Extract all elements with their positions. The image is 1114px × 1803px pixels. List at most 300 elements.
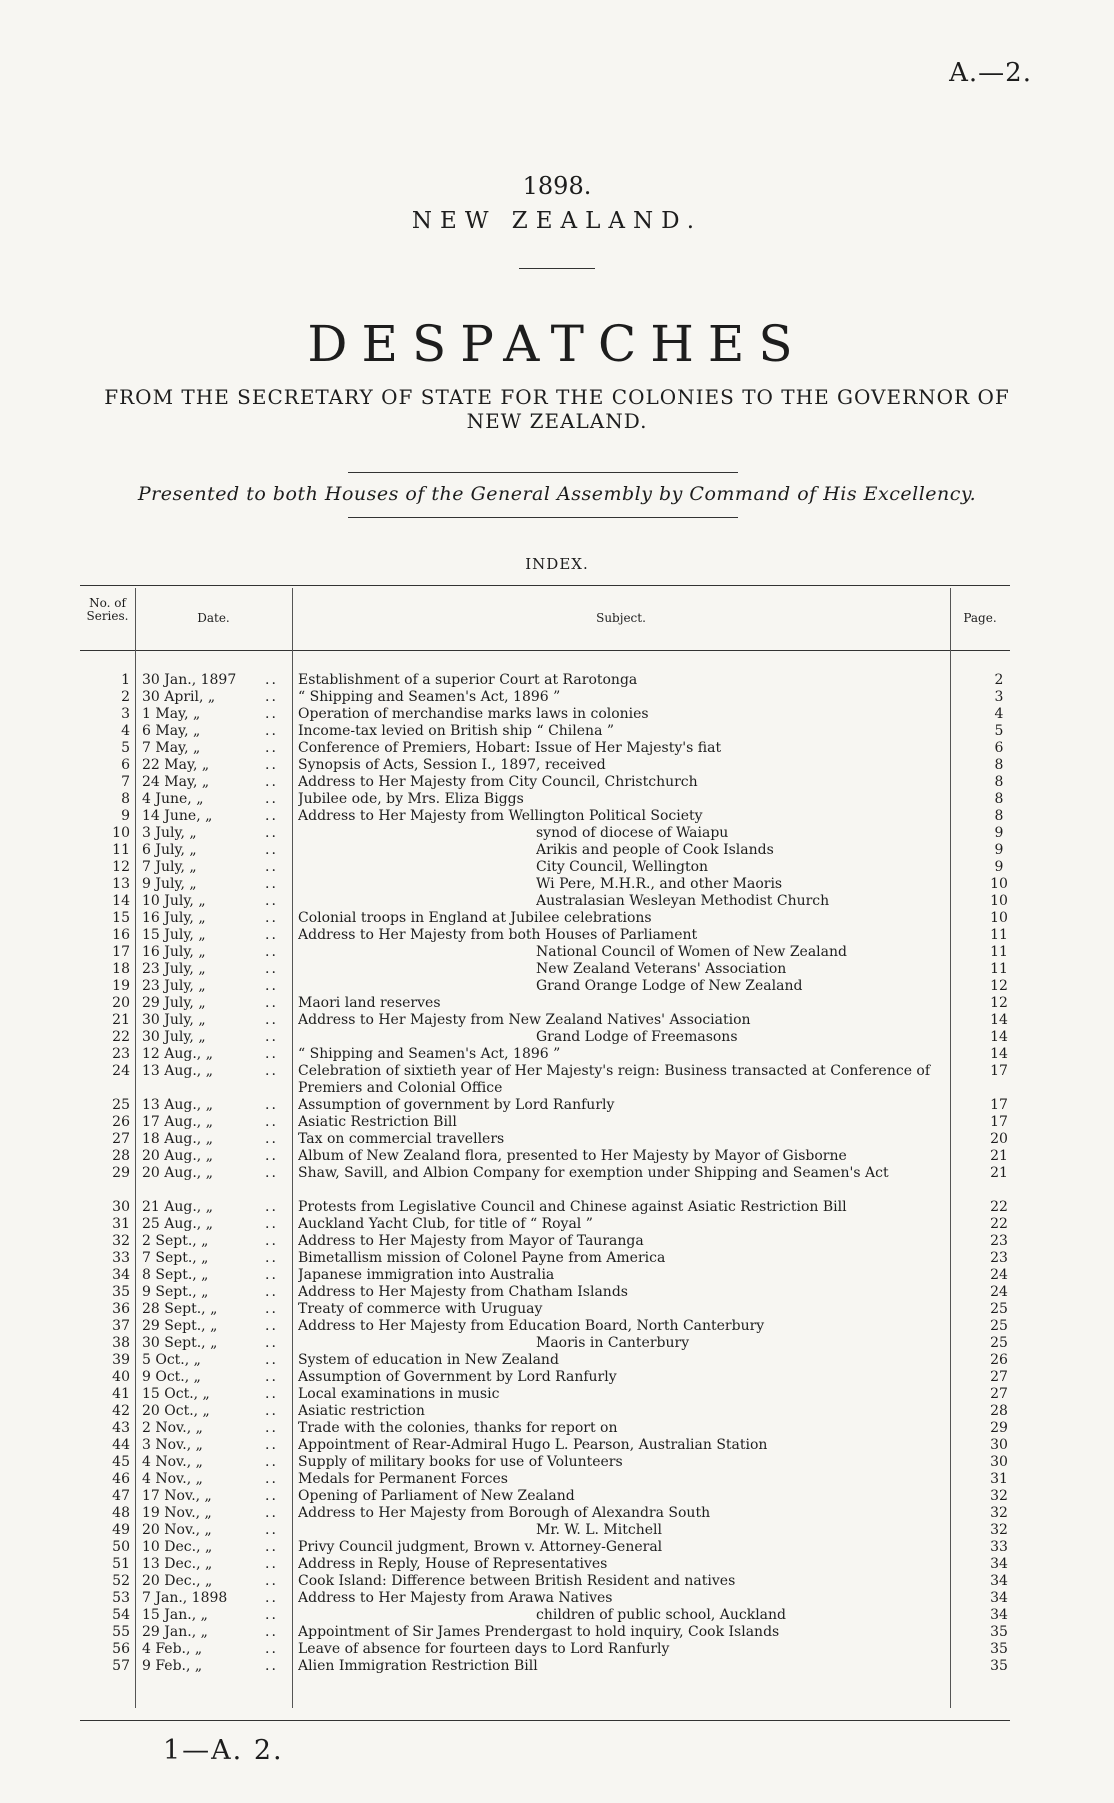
table-row xyxy=(80,1046,1010,1063)
row-number: 11 xyxy=(112,842,130,858)
row-subject: Assumption of government by Lord Ranfurly xyxy=(298,1097,615,1113)
row-date: 19 Nov., „ xyxy=(142,1505,212,1521)
row-date: 20 Dec., „ xyxy=(142,1573,213,1589)
row-date: 16 July, „ xyxy=(142,944,206,960)
divider xyxy=(348,472,738,473)
footer-signature: 1—A. 2. xyxy=(163,1735,284,1766)
row-date: 13 Aug., „ xyxy=(142,1097,213,1113)
row-date: 29 July, „ xyxy=(142,995,206,1011)
row-date: 9 Feb., „ xyxy=(142,1658,203,1674)
row-date: 17 Aug., „ xyxy=(142,1114,213,1130)
date-leader: .. xyxy=(265,1012,278,1028)
row-date: 4 Nov., „ xyxy=(142,1454,203,1470)
row-date: 6 July, „ xyxy=(142,842,197,858)
table-row xyxy=(80,1199,1010,1216)
row-subject: Maoris in Canterbury xyxy=(536,1335,690,1351)
row-date: 29 Sept., „ xyxy=(142,1318,218,1334)
row-number: 14 xyxy=(112,893,130,909)
row-number: 41 xyxy=(112,1386,130,1402)
row-subject: Album of New Zealand flora, presented to Her Majesty by Mayor of Gisborne xyxy=(298,1148,847,1164)
table-row xyxy=(80,723,1010,740)
row-number: 52 xyxy=(112,1573,130,1589)
row-page: 12 xyxy=(990,995,1008,1011)
date-leader: .. xyxy=(265,859,278,875)
row-page: 8 xyxy=(994,774,1004,790)
row-page: 28 xyxy=(990,1403,1008,1419)
row-number: 22 xyxy=(112,1029,130,1045)
document-reference: A.—2. xyxy=(949,58,1032,88)
row-subject: Establishment of a superior Court at Rarotonga xyxy=(298,672,638,688)
row-number: 33 xyxy=(112,1250,130,1266)
row-page: 6 xyxy=(994,740,1004,756)
date-leader: .. xyxy=(265,1131,278,1147)
date-leader: .. xyxy=(265,1097,278,1113)
row-subject: Operation of merchandise marks laws in colonies xyxy=(298,706,649,722)
row-page: 23 xyxy=(990,1233,1008,1249)
table-row xyxy=(80,1148,1010,1165)
row-date: 7 Sept., „ xyxy=(142,1250,209,1266)
row-number: 55 xyxy=(112,1624,130,1640)
row-subject: Appointment of Sir James Prendergast to hold inquiry, Cook Islands xyxy=(298,1624,780,1640)
row-subject: Alien Immigration Restriction Bill xyxy=(298,1658,538,1674)
date-leader: .. xyxy=(265,1284,278,1300)
row-number: 57 xyxy=(112,1658,130,1674)
row-page: 17 xyxy=(990,1114,1008,1130)
row-number: 48 xyxy=(112,1505,130,1521)
row-page: 8 xyxy=(994,757,1004,773)
date-leader: .. xyxy=(265,706,278,722)
date-leader: .. xyxy=(265,1522,278,1538)
row-page: 21 xyxy=(990,1148,1008,1164)
table-row xyxy=(80,1624,1010,1641)
date-leader: .. xyxy=(265,876,278,892)
table-row xyxy=(80,774,1010,791)
table-row xyxy=(80,1318,1010,1335)
row-number: 19 xyxy=(112,978,130,994)
date-leader: .. xyxy=(265,961,278,977)
document-subtitle: FROM THE SECRETARY OF STATE FOR THE COLONIES TO THE GOVERNOR OF NEW ZEALAND. xyxy=(104,385,1010,433)
row-number: 8 xyxy=(121,791,130,807)
row-page: 35 xyxy=(990,1641,1008,1657)
row-page: 14 xyxy=(990,1012,1008,1028)
row-page: 9 xyxy=(994,842,1004,858)
row-subject: Jubilee ode, by Mrs. Eliza Biggs xyxy=(298,791,524,807)
row-page: 30 xyxy=(990,1437,1008,1453)
date-leader: .. xyxy=(265,1420,278,1436)
table-row xyxy=(80,893,1010,910)
row-page: 25 xyxy=(990,1301,1008,1317)
row-page: 8 xyxy=(994,808,1004,824)
row-date: 12 Aug., „ xyxy=(142,1046,213,1062)
row-date: 1 May, „ xyxy=(142,706,201,722)
date-leader: .. xyxy=(265,978,278,994)
row-page: 30 xyxy=(990,1454,1008,1470)
row-page: 25 xyxy=(990,1335,1008,1351)
row-subject: Medals for Permanent Forces xyxy=(298,1471,508,1487)
date-leader: .. xyxy=(265,1318,278,1334)
table-row xyxy=(80,1063,1010,1097)
row-number: 4 xyxy=(121,723,130,739)
row-subject: Address in Reply, House of Representatives xyxy=(298,1556,608,1572)
date-leader: .. xyxy=(265,910,278,926)
table-row xyxy=(80,842,1010,859)
table-row xyxy=(80,1284,1010,1301)
date-leader: .. xyxy=(265,672,278,688)
row-number: 25 xyxy=(112,1097,130,1113)
date-leader: .. xyxy=(265,1556,278,1572)
row-page: 34 xyxy=(990,1590,1008,1606)
row-number: 36 xyxy=(112,1301,130,1317)
row-number: 42 xyxy=(112,1403,130,1419)
row-date: 9 Sept., „ xyxy=(142,1284,209,1300)
row-page: 10 xyxy=(990,910,1008,926)
table-bottom-rule xyxy=(80,1720,1010,1721)
row-subject: Shaw, Savill, and Albion Company for exemption under Shipping and Seamen's Act xyxy=(298,1165,889,1181)
row-number: 21 xyxy=(112,1012,130,1028)
row-page: 14 xyxy=(990,1029,1008,1045)
table-row xyxy=(80,1216,1010,1233)
row-number: 51 xyxy=(112,1556,130,1572)
row-date: 13 Dec., „ xyxy=(142,1556,213,1572)
row-number: 16 xyxy=(112,927,130,943)
row-subject: Synopsis of Acts, Session I., 1897, received xyxy=(298,757,606,773)
table-row xyxy=(80,1607,1010,1624)
row-date: 3 July, „ xyxy=(142,825,197,841)
row-date: 9 Oct., „ xyxy=(142,1369,201,1385)
row-number: 9 xyxy=(121,808,130,824)
row-page: 31 xyxy=(990,1471,1008,1487)
row-page: 11 xyxy=(990,944,1008,960)
row-date: 16 July, „ xyxy=(142,910,206,926)
date-leader: .. xyxy=(265,791,278,807)
row-date: 30 July, „ xyxy=(142,1029,206,1045)
row-subject: Grand Lodge of Freemasons xyxy=(536,1029,738,1045)
date-leader: .. xyxy=(265,1505,278,1521)
table-row xyxy=(80,1420,1010,1437)
date-leader: .. xyxy=(265,689,278,705)
row-number: 5 xyxy=(121,740,130,756)
row-number: 30 xyxy=(112,1199,130,1215)
row-number: 54 xyxy=(112,1607,130,1623)
divider xyxy=(348,517,738,518)
table-row xyxy=(80,1658,1010,1675)
row-date: 15 Oct., „ xyxy=(142,1386,210,1402)
date-leader: .. xyxy=(265,825,278,841)
row-subject: Address to Her Majesty from Arawa Natives xyxy=(298,1590,613,1606)
row-page: 9 xyxy=(994,825,1004,841)
date-leader: .. xyxy=(265,723,278,739)
row-number: 37 xyxy=(112,1318,130,1334)
row-subject: Protests from Legislative Council and Chinese against Asiatic Restriction Bill xyxy=(298,1199,847,1215)
row-page: 35 xyxy=(990,1624,1008,1640)
row-date: 18 Aug., „ xyxy=(142,1131,213,1147)
table-row xyxy=(80,1233,1010,1250)
row-number: 47 xyxy=(112,1488,130,1504)
date-leader: .. xyxy=(265,1199,278,1215)
row-date: 29 Jan., „ xyxy=(142,1624,208,1640)
table-row xyxy=(80,689,1010,706)
row-date: 30 July, „ xyxy=(142,1012,206,1028)
row-number: 3 xyxy=(121,706,130,722)
date-leader: .. xyxy=(265,1488,278,1504)
row-date: 2 Sept., „ xyxy=(142,1233,209,1249)
row-number: 10 xyxy=(112,825,130,841)
row-number: 50 xyxy=(112,1539,130,1555)
row-number: 6 xyxy=(121,757,130,773)
row-date: 23 July, „ xyxy=(142,961,206,977)
row-subject: Address to Her Majesty from Chatham Islands xyxy=(298,1284,628,1300)
row-subject: Colonial troops in England at Jubilee celebrations xyxy=(298,910,652,926)
row-page: 8 xyxy=(994,791,1004,807)
row-subject: Arikis and people of Cook Islands xyxy=(536,842,774,858)
row-number: 27 xyxy=(112,1131,130,1147)
date-leader: .. xyxy=(265,1386,278,1402)
row-subject: synod of diocese of Waiapu xyxy=(536,825,729,841)
row-number: 23 xyxy=(112,1046,130,1062)
table-row xyxy=(80,1029,1010,1046)
table-row xyxy=(80,910,1010,927)
row-number: 46 xyxy=(112,1471,130,1487)
table-row xyxy=(80,1556,1010,1573)
row-date: 23 July, „ xyxy=(142,978,206,994)
row-date: 10 Dec., „ xyxy=(142,1539,213,1555)
date-leader: .. xyxy=(265,1539,278,1555)
presented-line: Presented to both Houses of the General Assembly by Command of His Excellency. xyxy=(137,483,977,505)
table-row xyxy=(80,1539,1010,1556)
row-number: 26 xyxy=(112,1114,130,1130)
row-subject: “ Shipping and Seamen's Act, 1896 ” xyxy=(298,1046,561,1062)
row-page: 32 xyxy=(990,1522,1008,1538)
date-leader: .. xyxy=(265,944,278,960)
row-page: 11 xyxy=(990,961,1008,977)
table-row xyxy=(80,1454,1010,1471)
row-number: 17 xyxy=(112,944,130,960)
table-row xyxy=(80,1301,1010,1318)
date-leader: .. xyxy=(265,1335,278,1351)
row-subject: Address to Her Majesty from both Houses of Parliament xyxy=(298,927,698,943)
date-leader: .. xyxy=(265,1471,278,1487)
row-date: 15 Jan., „ xyxy=(142,1607,208,1623)
country-heading: NEW ZEALAND. xyxy=(411,208,703,234)
row-page: 24 xyxy=(990,1284,1008,1300)
header-subject: Subject. xyxy=(596,611,646,625)
table-row xyxy=(80,1012,1010,1029)
row-date: 20 Oct., „ xyxy=(142,1403,210,1419)
date-leader: .. xyxy=(265,1046,278,1062)
row-page: 35 xyxy=(990,1658,1008,1674)
row-page: 17 xyxy=(990,1097,1008,1113)
year: 1898. xyxy=(522,172,592,200)
row-page: 32 xyxy=(990,1505,1008,1521)
row-page: 12 xyxy=(990,978,1008,994)
row-subject: Opening of Parliament of New Zealand xyxy=(298,1488,575,1504)
row-number: 28 xyxy=(112,1148,130,1164)
row-subject: Supply of military books for use of Volunteers xyxy=(298,1454,623,1470)
date-leader: .. xyxy=(265,1437,278,1453)
row-page: 34 xyxy=(990,1556,1008,1572)
row-page: 34 xyxy=(990,1573,1008,1589)
row-subject: Mr. W. L. Mitchell xyxy=(536,1522,662,1538)
table-row xyxy=(80,1131,1010,1148)
row-date: 9 July, „ xyxy=(142,876,197,892)
date-leader: .. xyxy=(265,1301,278,1317)
row-page: 33 xyxy=(990,1539,1008,1555)
table-row xyxy=(80,1590,1010,1607)
date-leader: .. xyxy=(265,757,278,773)
table-row xyxy=(80,1573,1010,1590)
row-page: 10 xyxy=(990,876,1008,892)
row-date: 15 July, „ xyxy=(142,927,206,943)
row-number: 12 xyxy=(112,859,130,875)
row-subject: Australasian Wesleyan Methodist Church xyxy=(536,893,830,909)
date-leader: .. xyxy=(265,1233,278,1249)
row-date: 28 Sept., „ xyxy=(142,1301,218,1317)
table-row xyxy=(80,1352,1010,1369)
table-row xyxy=(80,1488,1010,1505)
date-leader: .. xyxy=(265,774,278,790)
row-number: 32 xyxy=(112,1233,130,1249)
date-leader: .. xyxy=(265,1590,278,1606)
date-leader: .. xyxy=(265,1148,278,1164)
table-row xyxy=(80,1522,1010,1539)
row-subject: System of education in New Zealand xyxy=(298,1352,559,1368)
row-page: 2 xyxy=(994,672,1004,688)
header-page: Page. xyxy=(963,611,997,625)
date-leader: .. xyxy=(265,1165,278,1181)
table-row xyxy=(80,995,1010,1012)
row-page: 5 xyxy=(994,723,1004,739)
date-leader: .. xyxy=(265,808,278,824)
row-date: 3 Nov., „ xyxy=(142,1437,203,1453)
table-row xyxy=(80,1165,1010,1199)
table-row xyxy=(80,944,1010,961)
row-subject: Bimetallism mission of Colonel Payne from America xyxy=(298,1250,666,1266)
row-date: 20 Aug., „ xyxy=(142,1148,213,1164)
table-row xyxy=(80,1386,1010,1403)
document-title: DESPATCHES xyxy=(307,315,807,373)
date-leader: .. xyxy=(265,1403,278,1419)
row-subject: Address to Her Majesty from New Zealand Natives' Association xyxy=(298,1012,751,1028)
row-number: 18 xyxy=(112,961,130,977)
row-number: 34 xyxy=(112,1267,130,1283)
row-number: 35 xyxy=(112,1284,130,1300)
row-number: 1 xyxy=(121,672,130,688)
row-number: 20 xyxy=(112,995,130,1011)
row-subject: Address to Her Majesty from Borough of Alexandra South xyxy=(298,1505,711,1521)
row-subject: Wi Pere, M.H.R., and other Maoris xyxy=(536,876,783,892)
row-subject: Income-tax levied on British ship “ Chilena ” xyxy=(298,723,615,739)
table-row xyxy=(80,1437,1010,1454)
row-date: 10 July, „ xyxy=(142,893,206,909)
row-date: 20 Nov., „ xyxy=(142,1522,212,1538)
row-date: 20 Aug., „ xyxy=(142,1165,213,1181)
row-subject: Address to Her Majesty from Wellington Political Society xyxy=(298,808,703,824)
row-subject: “ Shipping and Seamen's Act, 1896 ” xyxy=(298,689,561,705)
date-leader: .. xyxy=(265,1250,278,1266)
date-leader: .. xyxy=(265,1029,278,1045)
row-subject: Asiatic Restriction Bill xyxy=(298,1114,457,1130)
row-subject: City Council, Wellington xyxy=(536,859,709,875)
row-date: 8 Sept., „ xyxy=(142,1267,209,1283)
table-row xyxy=(80,1335,1010,1352)
row-date: 6 May, „ xyxy=(142,723,201,739)
row-date: 13 Aug., „ xyxy=(142,1063,213,1079)
table-row xyxy=(80,1403,1010,1420)
row-subject: Tax on commercial travellers xyxy=(298,1131,505,1147)
row-date: 4 Nov., „ xyxy=(142,1471,203,1487)
row-number: 13 xyxy=(112,876,130,892)
row-number: 56 xyxy=(112,1641,130,1657)
row-number: 31 xyxy=(112,1216,130,1232)
row-page: 26 xyxy=(990,1352,1008,1368)
date-leader: .. xyxy=(265,1369,278,1385)
row-subject: Trade with the colonies, thanks for report on xyxy=(298,1420,618,1436)
date-leader: .. xyxy=(265,1607,278,1623)
row-number: 15 xyxy=(112,910,130,926)
row-subject: National Council of Women of New Zealand xyxy=(536,944,847,960)
row-subject: Celebration of sixtieth year of Her Majesty's reign: Business transacted at Conference of Premiers and Colonial Office xyxy=(298,1063,931,1096)
date-leader: .. xyxy=(265,1267,278,1283)
row-page: 27 xyxy=(990,1386,1008,1402)
row-date: 22 May, „ xyxy=(142,757,210,773)
date-leader: .. xyxy=(265,995,278,1011)
row-page: 23 xyxy=(990,1250,1008,1266)
row-page: 22 xyxy=(990,1199,1008,1215)
table-row xyxy=(80,808,1010,825)
row-date: 30 April, „ xyxy=(142,689,216,705)
row-subject: Assumption of Government by Lord Ranfurly xyxy=(298,1369,617,1385)
date-leader: .. xyxy=(265,1641,278,1657)
row-number: 7 xyxy=(121,774,130,790)
row-page: 27 xyxy=(990,1369,1008,1385)
row-number: 40 xyxy=(112,1369,130,1385)
row-number: 49 xyxy=(112,1522,130,1538)
row-date: 5 Oct., „ xyxy=(142,1352,201,1368)
row-number: 24 xyxy=(112,1063,130,1079)
table-row xyxy=(80,740,1010,757)
row-page: 21 xyxy=(990,1165,1008,1181)
row-page: 17 xyxy=(990,1063,1008,1079)
date-leader: .. xyxy=(265,842,278,858)
row-date: 7 July, „ xyxy=(142,859,197,875)
date-leader: .. xyxy=(265,1352,278,1368)
table-row xyxy=(80,706,1010,723)
row-date: 17 Nov., „ xyxy=(142,1488,212,1504)
row-date: 7 Jan., 1898 xyxy=(142,1590,228,1606)
row-page: 20 xyxy=(990,1131,1008,1147)
table-row xyxy=(80,1471,1010,1488)
row-subject: Address to Her Majesty from Education Board, North Canterbury xyxy=(298,1318,765,1334)
row-subject: Local examinations in music xyxy=(298,1386,500,1402)
row-date: 4 Feb., „ xyxy=(142,1641,203,1657)
table-row xyxy=(80,1267,1010,1284)
date-leader: .. xyxy=(265,1216,278,1232)
row-subject: Maori land reserves xyxy=(298,995,441,1011)
row-subject: Privy Council judgment, Brown v. Attorney-General xyxy=(298,1539,663,1555)
table-row xyxy=(80,757,1010,774)
row-date: 7 May, „ xyxy=(142,740,201,756)
row-page: 3 xyxy=(994,689,1004,705)
row-subject: Treaty of commerce with Uruguay xyxy=(298,1301,543,1317)
date-leader: .. xyxy=(265,1114,278,1130)
row-date: 2 Nov., „ xyxy=(142,1420,203,1436)
row-page: 9 xyxy=(994,859,1004,875)
index-heading: INDEX. xyxy=(525,555,589,573)
table-row xyxy=(80,825,1010,842)
table-row xyxy=(80,791,1010,808)
table-row xyxy=(80,672,1010,689)
row-page: 4 xyxy=(994,706,1004,722)
